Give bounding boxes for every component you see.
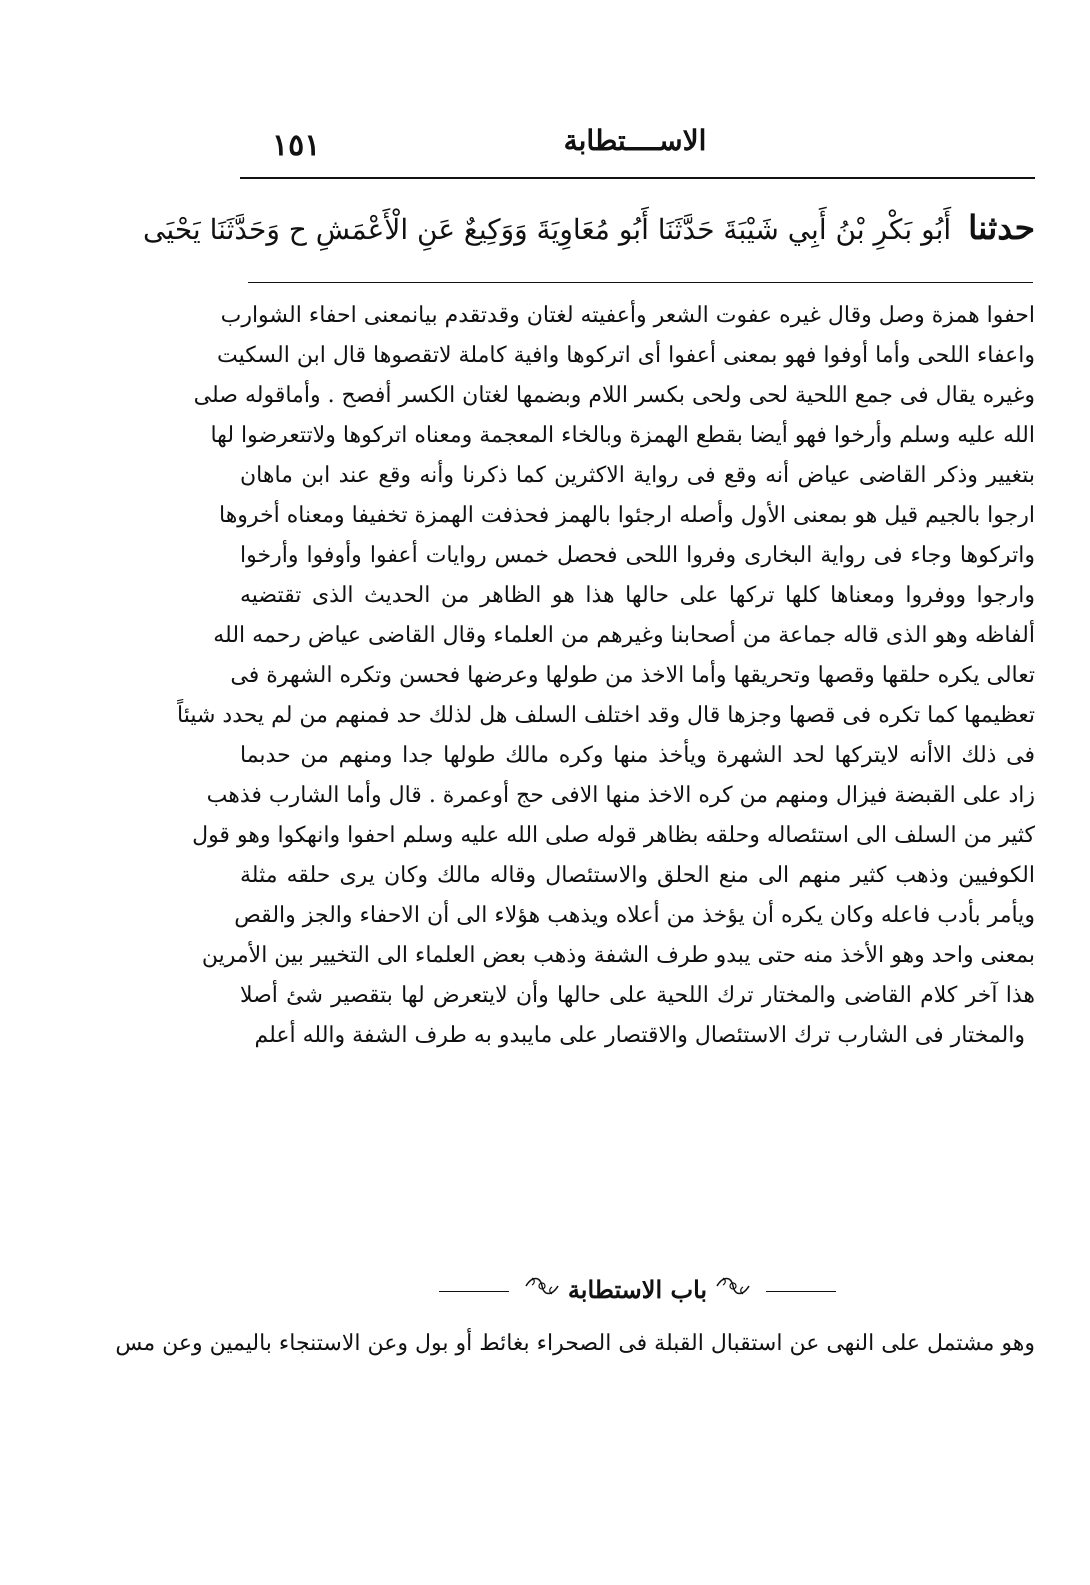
hadith-text — [143, 196, 1035, 266]
heading-dash-left — [439, 1291, 509, 1292]
commentary-line: كثير من السلف الى استئصاله وحلقه بظاهر قوله صلى الله عليه وسلم احفوا وانهكوا وهو قول — [192, 823, 1035, 848]
commentary-line: ويأمر بأدب فاعله وكان يكره أن يؤخذ من أعلاه ويذهب هؤلاء الى أن الاحفاء والجز والقص — [234, 903, 1035, 928]
ornament-icon — [715, 1270, 751, 1314]
page-number: ١٥١ — [272, 128, 321, 163]
section-divider — [248, 282, 1033, 283]
commentary-line: والمختار فى الشارب ترك الاستئصال والاقتصار على مايبدو به طرف الشفة والله أعلم — [254, 1023, 1025, 1048]
commentary-line: وغيره يقال فى جمع اللحية لحى ولحى بكسر اللام وبضمها لغتان الكسر أفصح . وأماقوله صلى — [193, 383, 1035, 408]
commentary-line: فى ذلك الاأنه لايتركها لحد الشهرة ويأخذ منها وكره مالك طولها جدا ومنهم من حدبما — [240, 743, 1035, 768]
commentary-line: هذا آخر كلام القاضى والمختار ترك اللحية على حالها وأن لايتعرض لها بتقصير شئ أصلا — [240, 983, 1035, 1008]
commentary-line: واعفاء اللحى وأما أوفوا فهو بمعنى أعفوا أى اتركوها وافية كاملة لاتقصوها قال ابن السكيت — [217, 343, 1035, 368]
commentary-line: ارجوا بالجيم قيل هو بمعنى الأول وأصله ارجئوا بالهمز فحذفت الهمزة تخفيفا ومعناه أخروها — [218, 503, 1035, 528]
ornament-icon — [524, 1270, 560, 1314]
page-header — [240, 122, 1030, 166]
commentary-line: بتغيير وذكر القاضى عياض أنه وقع فى رواية الاكثرين كما ذكرنا وأنه وقع عند ابن ماهان — [240, 463, 1035, 488]
commentary-line: زاد على القبضة فيزال ومنهم من كره الاخذ منها الافى حج أوعمرة . قال وأما الشارب فذهب — [206, 783, 1035, 808]
commentary-line: الكوفيين وذهب كثير منهم الى منع الحلق والاستئصال وقاله مالك وكان يرى حلقه مثلة — [240, 863, 1035, 888]
chapter-intro: وهو مشتمل على النهى عن استقبال القبلة فى الصحراء بغائط أو بول وعن الاستنجاء باليمين وعن مس — [115, 1331, 1035, 1356]
chapter-title: باب الاستطابة — [567, 1275, 708, 1304]
commentary-line: وارجوا ووفروا ومعناها كلها تركها على حالها هذا هو الظاهر من الحديث الذى تقتضيه — [240, 583, 1035, 608]
commentary-line: احفوا همزة وصل وقال غيره عفوت الشعر وأعفيته لغتان وقدتقدم بيانمعنى احفاء الشوارب — [220, 303, 1035, 328]
hadith-isnad: أَبُو بَكْرِ بْنُ أَبِي شَيْبَةَ حَدَّثَنَا أَبُو مُعَاوِيَةَ وَوَكِيعٌ عَنِ الْأَعْمَشِ ح وَحَدَّثَنَا يَحْيَى — [143, 213, 952, 246]
commentary-line: تعالى يكره حلقها وقصها وتحريقها وأما الاخذ من طولها وعرضها فحسن وتكره الشهرة فى — [230, 663, 1035, 688]
commentary-line: بمعنى واحد وهو الأخذ منه حتى يبدو طرف الشفة وذهب بعض العلماء الى التخيير بين الأمرين — [201, 943, 1035, 968]
header-rule — [240, 177, 1035, 179]
commentary-block — [177, 296, 1035, 1056]
commentary-line: الله عليه وسلم وأرخوا فهو أيضا بقطع الهمزة وبالخاء المعجمة ومعناه اتركوها ولاتتعرضوا لها — [210, 423, 1035, 448]
hadith-lead-word: حدثنا — [968, 208, 1035, 247]
commentary-line: واتركوها وجاء فى رواية البخارى وفروا اللحى فحصل خمس روايات أعفوا وأوفوا وأرخوا — [240, 543, 1035, 568]
heading-dash-right — [766, 1291, 836, 1292]
chapter-heading — [240, 1268, 1035, 1312]
commentary-line: ألفاظه وهو الذى قاله جماعة من أصحابنا وغيرهم من العلماء وقال القاضى عياض رحمه الله — [213, 623, 1035, 648]
running-title: الاســــتطابة — [563, 124, 707, 157]
commentary-line: تعظيمها كما تكره فى قصها وجزها قال وقد اختلف السلف هل لذلك حد فمنهم من لم يحدد شيئاً — [177, 703, 1035, 728]
